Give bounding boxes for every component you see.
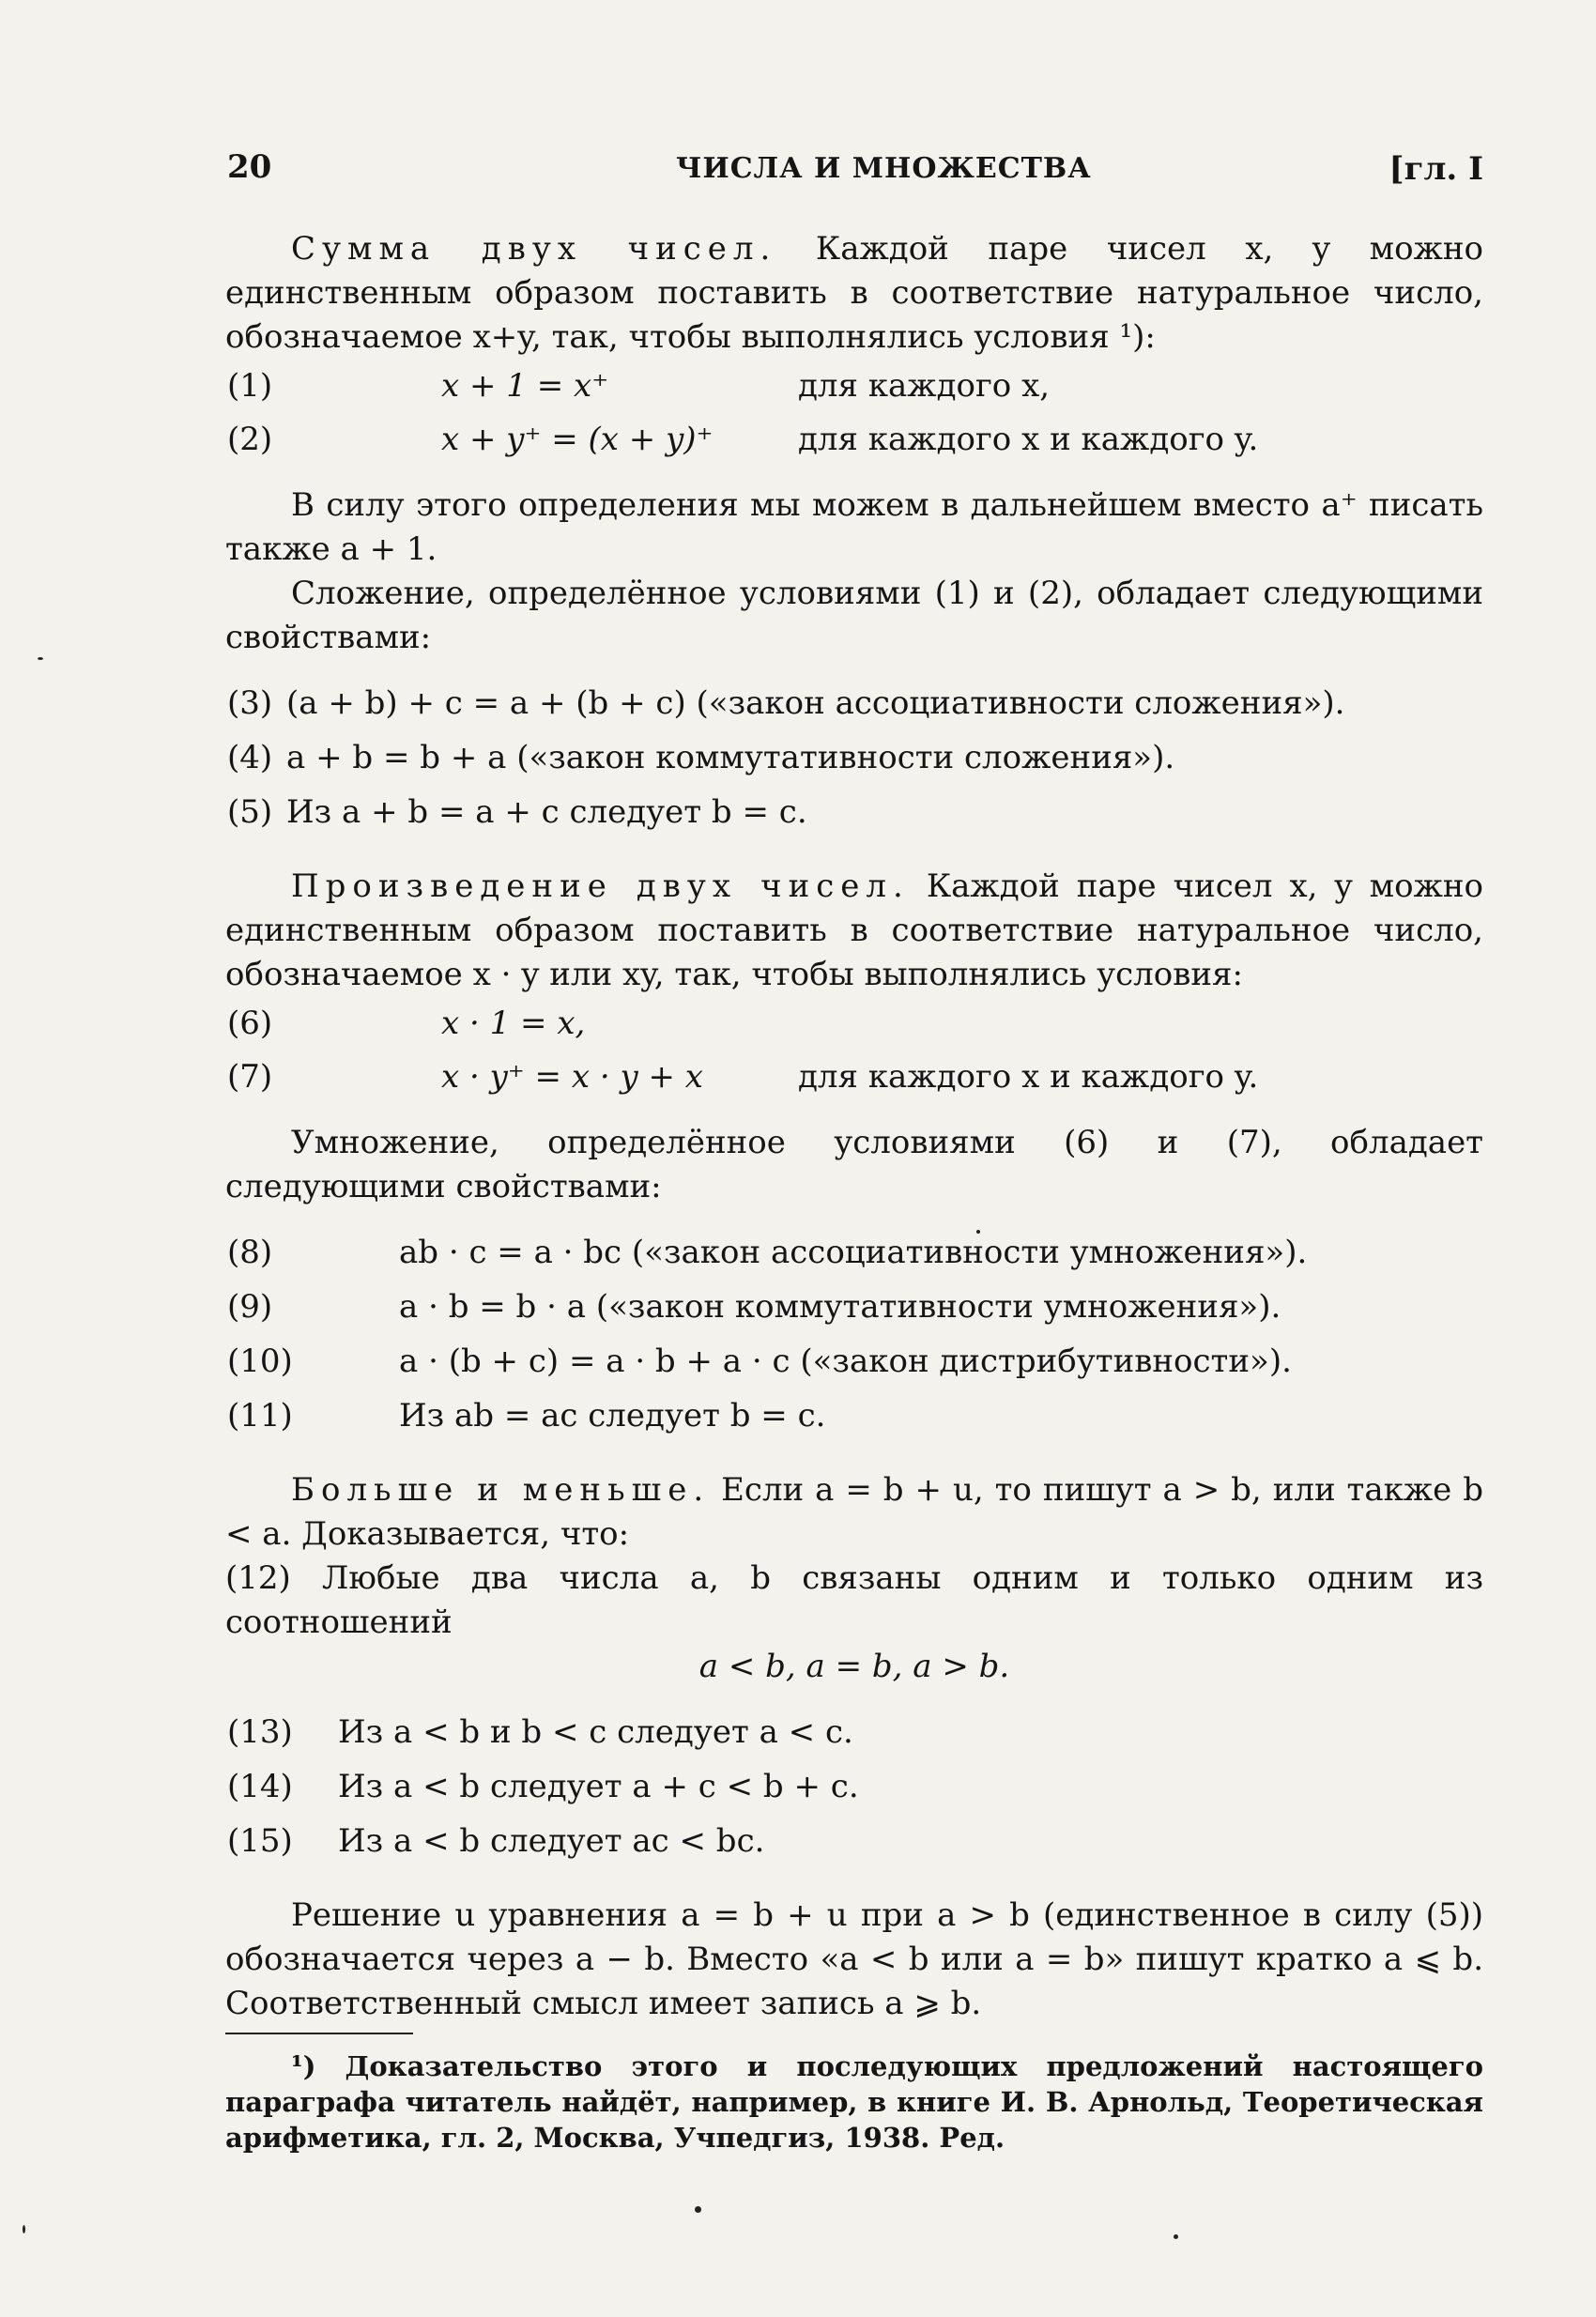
scan-speck bbox=[695, 2206, 701, 2213]
property-text: Из a < b следует ac < bc. bbox=[338, 1822, 765, 1860]
equation-number: (1) bbox=[227, 367, 273, 405]
equation-1 bbox=[225, 360, 1483, 413]
order-closing: Решение u уравнения a = b + u при a > b (единственное в силу (5)) обозначается через a − b. Вместо «a < b или a = b» пишут кратко a ⩽ b. Соответственный смысл имеет запись a ⩾ b. bbox=[225, 1896, 1483, 2022]
scan-speck bbox=[976, 1230, 980, 1234]
sum-note: В силу этого определения мы можем в дальнейшем вместо a⁺ писать также a + 1. bbox=[225, 486, 1483, 568]
page-number: 20 bbox=[227, 148, 272, 186]
property-number: (10) bbox=[227, 1343, 293, 1380]
running-title: ЧИСЛА И МНОЖЕСТВА bbox=[676, 152, 1092, 185]
property-number: (13) bbox=[227, 1713, 293, 1751]
order-paragraph bbox=[225, 1468, 1483, 1557]
running-header bbox=[225, 141, 1483, 197]
equation-formula: x · 1 = x, bbox=[441, 1005, 586, 1042]
scan-speck bbox=[23, 2225, 25, 2233]
property-text: ab · c = a · bc («закон ассоциативности умножения»). bbox=[399, 1234, 1308, 1271]
order-heading: Больше и меньше. bbox=[291, 1471, 711, 1509]
product-paragraph bbox=[225, 865, 1483, 997]
book-page bbox=[225, 141, 1483, 2253]
property-text: a · b = b · a («закон коммутативности умножения»). bbox=[399, 1288, 1281, 1326]
property-11 bbox=[225, 1389, 1483, 1444]
property-8 bbox=[225, 1226, 1483, 1281]
equation-2 bbox=[225, 413, 1483, 467]
property-text: Из a < b и b < c следует a < c. bbox=[338, 1713, 853, 1751]
property-number: (3) bbox=[227, 684, 273, 722]
property-10 bbox=[225, 1335, 1483, 1389]
product-intro: Каждой паре чисел x, y можно единственным образом поставить в соответствие натуральное число, обозначаемое x · y или xy, так, чтобы выполнялись условия: bbox=[225, 867, 1483, 993]
property-13 bbox=[225, 1706, 1483, 1760]
property-12-formula: a < b, a = b, a > b. bbox=[698, 1648, 1010, 1685]
property-text: Из ab = ac следует b = c. bbox=[399, 1397, 826, 1435]
property-number: (8) bbox=[227, 1234, 273, 1271]
property-9 bbox=[225, 1281, 1483, 1335]
page-body bbox=[225, 227, 1483, 2026]
footnote-text: ¹) Доказательство этого и последующих предложений настоящего параграфа читатель найдёт, например, в книге И. В. Арнольд, Теоретическая арифметика, гл. 2, Москва, Учпедгиз, 1938. Ред. bbox=[225, 2050, 1483, 2154]
property-text: (a + b) + c = a + (b + c) («закон ассоциативности сложения»). bbox=[286, 684, 1345, 722]
sum-intro: Каждой паре чисел x, y можно единственным образом поставить в соответствие натуральное число, обозначаемое x+y, так, чтобы выполнялись условия ¹): bbox=[225, 230, 1483, 356]
property-number: (14) bbox=[227, 1768, 293, 1805]
sum-properties-intro: Сложение, определённое условиями (1) и (2), обладает следующими свойствами: bbox=[225, 575, 1483, 656]
equation-number: (7) bbox=[227, 1058, 273, 1096]
property-text: Из a < b следует a + c < b + c. bbox=[338, 1768, 859, 1805]
equation-6 bbox=[225, 997, 1483, 1051]
property-12: (12) Любые два числа a, b связаны одним и только одним из соотношений bbox=[225, 1559, 1483, 1641]
equation-condition: для каждого x и каждого y. bbox=[798, 1058, 1259, 1096]
equation-formula: x + 1 = x⁺ bbox=[441, 367, 609, 405]
equation-number: (6) bbox=[227, 1005, 273, 1042]
sum-heading: Сумма двух чисел. bbox=[291, 230, 777, 268]
product-properties-intro: Умножение, определённое условиями (6) и (7), обладает следующими свойствами: bbox=[225, 1124, 1483, 1205]
equation-condition: для каждого x, bbox=[798, 367, 1051, 405]
property-5 bbox=[225, 786, 1483, 840]
property-text: a + b = b + a («закон коммутативности сложения»). bbox=[286, 739, 1175, 776]
property-number: (9) bbox=[227, 1288, 273, 1326]
equation-number: (2) bbox=[227, 421, 273, 458]
property-number: (15) bbox=[227, 1822, 293, 1860]
property-4 bbox=[225, 731, 1483, 786]
scan-speck bbox=[38, 657, 43, 660]
equation-formula: x · y⁺ = x · y + x bbox=[441, 1058, 703, 1096]
property-14 bbox=[225, 1760, 1483, 1815]
footnote-rule bbox=[225, 2033, 413, 2034]
property-number: (5) bbox=[227, 793, 273, 831]
equation-condition: для каждого x и каждого y. bbox=[798, 421, 1259, 458]
chapter-marker: [гл. I bbox=[1389, 150, 1483, 188]
sum-paragraph bbox=[225, 227, 1483, 360]
property-3 bbox=[225, 677, 1483, 731]
order-intro: Если a = b + u, то пишут a > b, или также b < a. Доказывается, что: bbox=[225, 1471, 1483, 1553]
footnote bbox=[225, 2048, 1483, 2156]
property-text: a · (b + c) = a · b + a · c («закон дистрибутивности»). bbox=[399, 1343, 1292, 1380]
equation-7 bbox=[225, 1051, 1483, 1104]
product-heading: Произведение двух чисел. bbox=[291, 867, 910, 905]
scan-speck bbox=[1174, 2234, 1178, 2239]
property-text: Из a + b = a + c следует b = c. bbox=[286, 793, 807, 831]
property-number: (11) bbox=[227, 1397, 293, 1435]
property-15 bbox=[225, 1815, 1483, 1869]
property-number: (4) bbox=[227, 739, 273, 776]
equation-formula: x + y⁺ = (x + y)⁺ bbox=[441, 421, 714, 458]
